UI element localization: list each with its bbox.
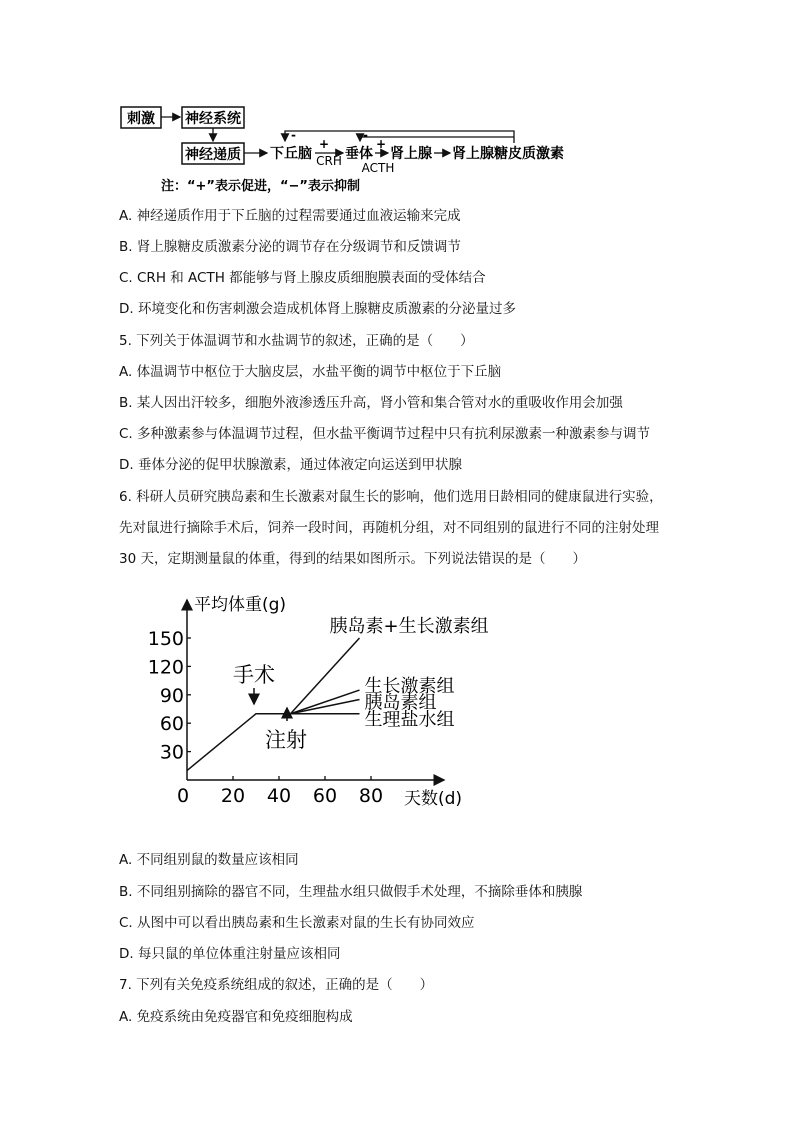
q5-option-c: C. 多种激素参与体温调节过程，但水盐平衡调节过程中只有抗利尿激素一种激素参与调节	[119, 426, 651, 442]
q6-option-b: B. 不同组别摘除的器官不同，生理盐水组只做假手术处理，不摘除垂体和胰腺	[119, 884, 583, 900]
cortisol-label: 肾上腺糖皮质激素	[452, 146, 564, 162]
x-axis-label: 天数(d)	[404, 789, 463, 809]
q6-stem-line-1: 6. 科研人员研究胰岛素和生长激素对鼠生长的影响，他们选用日龄相同的健康鼠进行实验，	[119, 489, 663, 505]
acth-plus-sign: +	[375, 137, 387, 151]
hormone-flowchart	[0, 0, 794, 200]
feedback-minus-1: -	[291, 128, 296, 142]
annotation-surgery: 手术	[233, 663, 275, 687]
series-label: 胰岛素组	[364, 692, 437, 714]
x-tick-label: 80	[358, 785, 384, 807]
y-tick-label: 120	[147, 656, 184, 679]
y-tick-label: 60	[159, 713, 184, 736]
x-tick-label: 60	[312, 785, 338, 807]
series-label: 生理盐水组	[364, 709, 455, 731]
x-tick-label: 20	[220, 785, 246, 807]
series-label: 胰岛素+生长激素组	[329, 616, 489, 637]
q5-option-d: D. 垂体分泌的促甲状腺激素，通过体液定向运送到甲状腺	[119, 457, 462, 473]
body-weight-chart	[0, 590, 794, 820]
adrenal-label: 肾上腺	[390, 146, 432, 162]
q4-option-b: B. 肾上腺糖皮质激素分泌的调节存在分级调节和反馈调节	[119, 239, 461, 255]
q7-stem: 7. 下列有关免疫系统组成的叙述，正确的是（ ）	[119, 977, 434, 993]
x-tick-label: 0	[176, 785, 190, 807]
q5-stem: 5. 下列关于体温调节和水盐调节的叙述，正确的是（ ）	[119, 333, 474, 349]
y-tick-label: 90	[159, 684, 184, 707]
nervous-system-label: 神经系统	[185, 111, 241, 127]
y-tick-label: 30	[159, 741, 184, 764]
q6-option-a: A. 不同组别鼠的数量应该相同	[119, 852, 299, 868]
annotation-injection: 注射	[265, 728, 307, 752]
q6-stem-line-3: 30 天，定期测量鼠的体重，得到的结果如图所示。下列说法错误的是（ ）	[119, 551, 586, 567]
q7-option-a: A. 免疫系统由免疫器官和免疫细胞构成	[119, 1009, 353, 1025]
x-tick-label: 40	[266, 785, 292, 807]
q5-option-b: B. 某人因出汗较多，细胞外液渗透压升高，肾小管和集合管对水的重吸收作用会加强	[119, 395, 623, 411]
q4-option-a: A. 神经递质作用于下丘脑的过程需要通过血液运输来完成	[119, 208, 461, 224]
stimulus-label: 刺激	[127, 111, 155, 127]
series-label: 生长激素组	[364, 676, 455, 698]
crh-plus-sign: +	[318, 137, 330, 151]
q6-option-d: D. 每只鼠的单位体重注射量应该相同	[119, 946, 341, 962]
y-axis-label: 平均体重(g)	[194, 595, 287, 615]
q6-option-c: C. 从图中可以看出胰岛素和生长激素对鼠的生长有协同效应	[119, 915, 475, 931]
neurotransmitter-label: 神经递质	[185, 147, 241, 163]
y-tick-label: 150	[147, 628, 184, 650]
flowchart-note: 注：“+”表示促进，“−”表示抑制	[161, 179, 360, 194]
q4-option-c: C. CRH 和 ACTH 都能够与肾上腺皮质细胞膜表面的受体结合	[119, 270, 486, 286]
acth-label: ACTH	[361, 161, 395, 175]
q4-option-d: D. 环境变化和伤害刺激会造成机体肾上腺糖皮质激素的分泌量过多	[119, 301, 516, 317]
hypothalamus-label: 下丘脑	[270, 146, 312, 162]
feedback-minus-2: -	[363, 128, 368, 142]
pituitary-label: 垂体	[345, 146, 373, 162]
q6-stem-line-2: 先对鼠进行摘除手术后，饲养一段时间，再随机分组，对不同组别的鼠进行不同的注射处理	[119, 520, 659, 536]
crh-label: CRH	[316, 154, 342, 168]
q5-option-a: A. 体温调节中枢位于大脑皮层，水盐平衡的调节中枢位于下丘脑	[119, 364, 502, 380]
